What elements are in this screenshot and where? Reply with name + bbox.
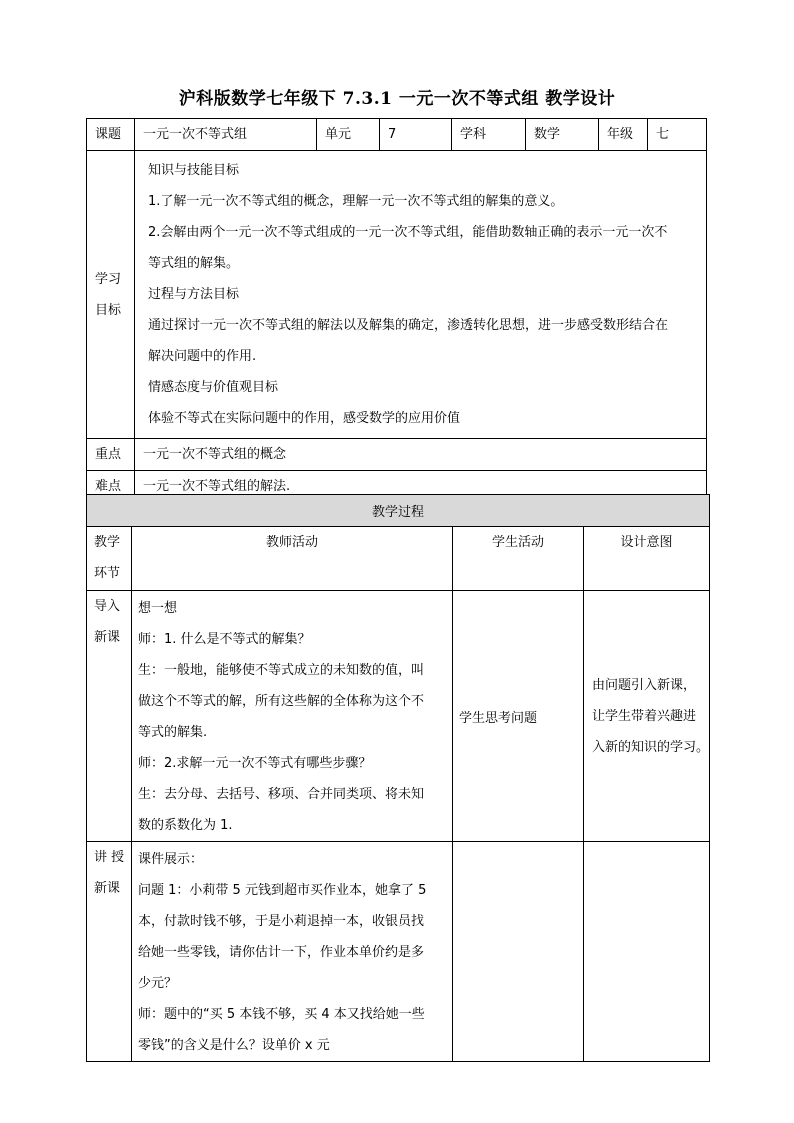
stage-line1: 讲 授 bbox=[94, 850, 125, 865]
goal-line: 过程与方法目标 bbox=[148, 287, 240, 302]
col-intent-header: 设计意图 bbox=[584, 527, 710, 591]
design-intent-cell bbox=[584, 591, 710, 842]
stage-line2: 新课 bbox=[94, 881, 121, 896]
teacher-line: 等式的解集. bbox=[138, 725, 208, 740]
teaching-process-table bbox=[86, 494, 710, 1062]
goal-line: 通过探讨一元一次不等式组的解法以及解集的确定，渗透转化思想，进一步感受数形结合在 bbox=[148, 318, 669, 333]
teacher-activity-cell bbox=[132, 591, 453, 842]
grade-label: 年级 bbox=[599, 119, 648, 151]
stage-cell bbox=[87, 842, 132, 1062]
teacher-line: 生：去分母、去括号、移项、合并同类项、将未知 bbox=[138, 787, 425, 802]
key-point-value: 一元一次不等式组的概念 bbox=[135, 439, 707, 471]
key-point-label: 重点 bbox=[87, 439, 135, 471]
process-header: 教学过程 bbox=[87, 495, 710, 527]
goal-line: 2.会解由两个一元一次不等式组成的一元一次不等式组，能借助数轴正确的表示一元一次不 bbox=[148, 225, 668, 240]
subject-label: 学科 bbox=[452, 119, 526, 151]
goals-content bbox=[135, 151, 707, 439]
teacher-line: 给她一些零钱，请你估计一下，作业本单价约是多 bbox=[138, 945, 425, 960]
goal-line: 解决问题中的作用. bbox=[148, 349, 257, 364]
teacher-line: 少元？ bbox=[138, 976, 178, 991]
teacher-activity-cell bbox=[132, 842, 453, 1062]
col-stage-line2: 环节 bbox=[94, 566, 121, 581]
stage-line2: 新课 bbox=[94, 630, 121, 645]
design-intent-cell bbox=[584, 842, 710, 1062]
col-stage-header bbox=[87, 527, 132, 591]
teacher-line: 数的系数化为 1. bbox=[138, 818, 233, 833]
goals-label bbox=[87, 151, 135, 439]
teacher-line: 师：2.求解一元一次不等式有哪些步骤？ bbox=[138, 756, 372, 771]
col-student-header: 学生活动 bbox=[453, 527, 584, 591]
goal-line: 情感态度与价值观目标 bbox=[148, 380, 279, 395]
document-title: 沪科版数学七年级下 7.3.1 一元一次不等式组 教学设计 bbox=[178, 89, 616, 109]
unit-label: 单元 bbox=[317, 119, 380, 151]
teacher-line: 课件展示： bbox=[138, 852, 204, 867]
teacher-line: 本，付款时钱不够，于是小莉退掉一本，收银员找 bbox=[138, 914, 425, 929]
teacher-line: 师：1. 什么是不等式的解集？ bbox=[138, 632, 311, 647]
stage-line1: 导入 bbox=[94, 599, 121, 614]
col-teacher-header: 教师活动 bbox=[132, 527, 453, 591]
goal-line: 等式组的解集。 bbox=[148, 256, 240, 271]
teacher-line: 师：题中的“买 5 本钱不够，买 4 本又找给她一些 bbox=[138, 1007, 425, 1022]
student-activity-cell: 学生思考问题 bbox=[453, 591, 584, 842]
teacher-line: 想一想 bbox=[138, 601, 178, 616]
teacher-line: 做这个不等式的解，所有这些解的全体称为这个不 bbox=[138, 694, 425, 709]
goals-label-line1: 学习 bbox=[95, 271, 122, 287]
intent-line: 由问题引入新课， bbox=[592, 677, 697, 693]
goal-line: 知识与技能目标 bbox=[148, 163, 240, 178]
goal-line: 1.了解一元一次不等式组的概念，理解一元一次不等式组的解集的意义。 bbox=[148, 194, 564, 209]
topic-label: 课题 bbox=[87, 119, 135, 151]
topic-value: 一元一次不等式组 bbox=[135, 119, 317, 151]
goals-label-line2: 目标 bbox=[95, 302, 122, 318]
teacher-line: 零钱”的含义是什么？设单价 x 元 bbox=[138, 1038, 330, 1053]
table-row bbox=[87, 591, 710, 842]
table-row bbox=[87, 842, 710, 1062]
intent-line: 入新的知识的学习。 bbox=[592, 739, 710, 755]
teacher-line: 问题 1：小莉带 5 元钱到超市买作业本，她拿了 5 bbox=[138, 883, 427, 898]
intent-line: 让学生带着兴趣进 bbox=[592, 708, 697, 724]
student-activity-cell bbox=[453, 842, 584, 1062]
difficulty-value: 一元一次不等式组的解法. bbox=[135, 471, 707, 503]
subject-value: 数学 bbox=[526, 119, 599, 151]
grade-value: 七 bbox=[648, 119, 707, 151]
goal-line: 体验不等式在实际问题中的作用，感受数学的应用价值 bbox=[148, 411, 461, 426]
difficulty-label: 难点 bbox=[87, 471, 135, 503]
teacher-line: 生：一般地，能够使不等式成立的未知数的值，叫 bbox=[138, 663, 425, 678]
stage-cell bbox=[87, 591, 132, 842]
lesson-info-table bbox=[86, 118, 707, 503]
col-stage-line1: 教学 bbox=[94, 535, 121, 550]
unit-value: 7 bbox=[380, 119, 452, 151]
